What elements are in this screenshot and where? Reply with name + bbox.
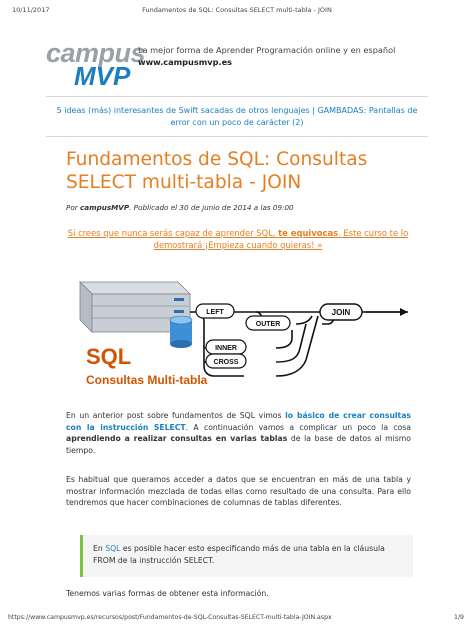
figure-sql-text: SQL	[86, 344, 132, 369]
promo-part2: . Este curso te lo demostrará ¡Empieza cuando quieras! »	[153, 228, 409, 250]
page-number: 1/9	[454, 614, 464, 621]
tagline	[138, 44, 395, 68]
byline	[66, 203, 294, 212]
quote-text	[93, 543, 405, 566]
tagline-text: La mejor forma de Aprender Programación online y en español	[138, 45, 396, 55]
next-post-link[interactable]: GAMBADAS: Pantallas de error con un poco de carácter (2)	[170, 106, 418, 127]
byline-prefix: Por	[66, 203, 80, 212]
course-promo-link[interactable]	[66, 227, 410, 251]
sql-join-figure	[66, 272, 418, 398]
quote-b: es posible hacer esto especificando más de una tabla en la cláusula FROM de la instrucción SELECT.	[93, 544, 385, 565]
join-label: JOIN	[331, 308, 351, 317]
author-link[interactable]: campusMVP	[79, 203, 130, 212]
p1-b: . A continuación vamos a complicar un poco la cosa	[185, 422, 411, 432]
sql-link[interactable]: SQL	[105, 544, 121, 553]
logo-mvp: MVP	[74, 61, 131, 91]
logo-campus: campus	[46, 38, 146, 68]
left-label: LEFT	[206, 309, 224, 316]
campusmvp-logo[interactable]	[46, 38, 146, 92]
paragraph-intro	[66, 410, 411, 456]
paragraph-tables: Es habitual que queramos acceder a datos que se encuentran en más de una tabla y mostrar información mezclada de todas ellas como resultado de una consulta. Para ello tendremos que hacer combinaciones de columnas de tablas diferentes.	[66, 475, 411, 508]
promo-part1: Si crees que nunca serás capaz de aprender SQL,	[67, 228, 279, 238]
database-icon	[170, 316, 192, 348]
print-date: 10/11/2017	[12, 6, 50, 14]
quote-a: En	[93, 544, 106, 553]
p1-a: En un anterior post sobre fundamentos de SQL vimos	[66, 411, 286, 420]
quote-block	[80, 535, 413, 577]
print-header	[0, 4, 474, 16]
divider	[46, 136, 428, 137]
p1-bold: aprendiendo a realizar consultas en varias tablas	[66, 434, 288, 444]
prev-post-link[interactable]: 5 ideas (más) interesantes de Swift sacadas de otros lenguajes	[56, 106, 310, 115]
select-basics-link[interactable]: lo básico de crear consultas con la instrucción SELECT	[66, 411, 411, 432]
print-title: Fundamentos de SQL: Consultas SELECT multi-tabla - JOIN	[142, 6, 332, 14]
promo-bold: te equivocas	[278, 228, 339, 238]
divider	[46, 96, 428, 97]
footer-url: https://www.campusmvp.es/recursos/post/Fundamentos-de-SQL-Consultas-SELECT-multi-tabla-JOIN.aspx	[8, 614, 332, 621]
outer-label: OUTER	[255, 321, 281, 328]
paragraph-forms: Tenemos varias formas de obtener esta información.	[66, 589, 269, 598]
p1-c: de la base de datos al mismo tiempo.	[66, 434, 411, 455]
site-url-link[interactable]: www.campusmvp.es	[138, 57, 233, 67]
inner-label: INNER	[215, 345, 237, 352]
cross-label: CROSS	[213, 359, 239, 366]
figure-subtitle: Consultas Multi-tabla	[86, 373, 208, 387]
nav-separator: |	[309, 106, 318, 115]
article-title: Fundamentos de SQL: Consultas SELECT multi-tabla - JOIN	[66, 149, 368, 193]
byline-date: . Publicado el 30 de junio de 2014 a las 09:00	[129, 203, 294, 212]
post-navigation	[50, 105, 424, 129]
